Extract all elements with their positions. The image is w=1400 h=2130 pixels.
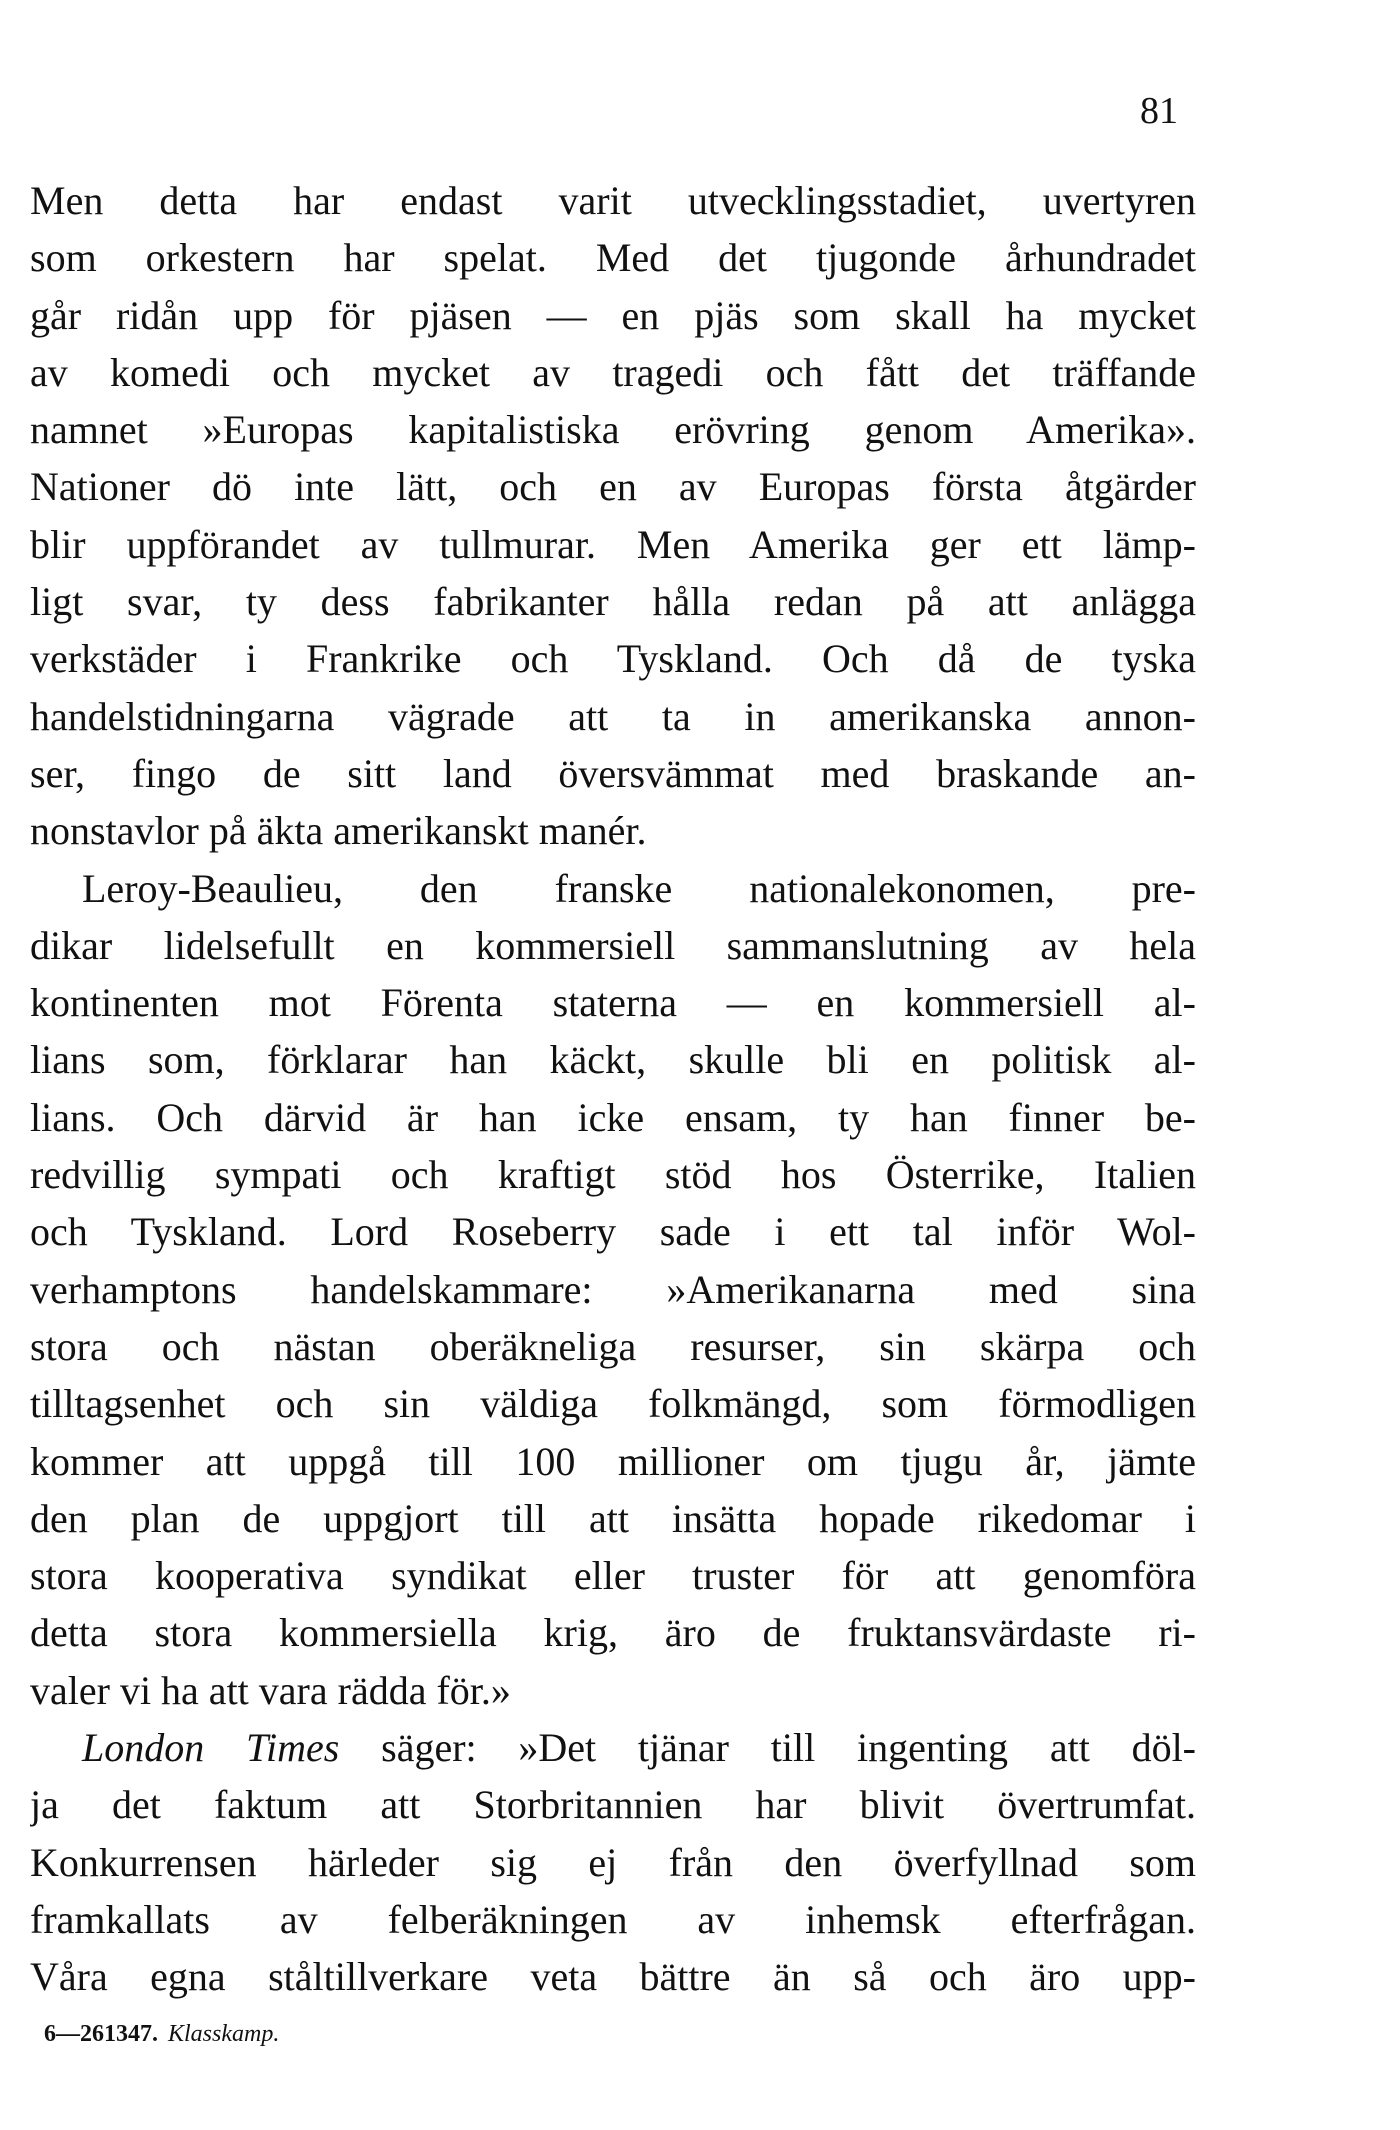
printer-signature: 6—261347.: [44, 2021, 158, 2047]
text-line: den plan de uppgjort till att insätta hopade rikedomar i: [30, 1495, 1196, 1541]
page-number: 81: [1140, 90, 1178, 132]
text-line: går ridån upp för pjäsen — en pjäs som skall ha mycket: [30, 292, 1196, 338]
paragraph-2: [30, 860, 1196, 1719]
text-line: och Tyskland. Lord Roseberry sade i ett tal inför Wol-: [30, 1209, 1196, 1255]
text-line: Men detta har endast varit utvecklingsstadiet, uvertyren: [30, 178, 1196, 223]
text-line: ja det faktum att Storbritannien har blivit övertrumfat.: [30, 1782, 1196, 1828]
text-line: stora kooperativa syndikat eller truster för att genomföra: [30, 1553, 1196, 1599]
text-line: som orkestern har spelat. Med det tjugonde århundradet: [30, 235, 1196, 281]
text-line: lians som, förklarar han käckt, skulle bli en politisk al-: [30, 1037, 1196, 1083]
text-line: Våra egna ståltillverkare veta bättre än så och äro upp-: [30, 1954, 1196, 2000]
text-line: Leroy-Beaulieu, den franske nationalekonomen, pre-: [82, 865, 1196, 911]
text-line: Nationer dö inte lätt, och en av Europas första åtgärder: [30, 464, 1196, 510]
paragraph-1: [30, 172, 1196, 860]
text-line: [30, 1719, 1196, 1776]
text-line: kommer att uppgå till 100 millioner om tjugu år, jämte: [30, 1438, 1196, 1484]
text-line: stora och nästan oberäkneliga resurser, sin skärpa och: [30, 1323, 1196, 1369]
text-line: framkallats av felberäkningen av inhemsk efterfrågan.: [30, 1896, 1196, 1942]
text-line: Konkurrensen härleder sig ej från den överfyllnad som: [30, 1839, 1196, 1885]
text-line: nonstavlor på äkta amerikanskt manér.: [30, 808, 647, 854]
book-title: Klasskamp.: [168, 2021, 280, 2047]
body-text: [30, 172, 1196, 2006]
text-line: redvillig sympati och kraftigt stöd hos Österrike, Italien: [30, 1152, 1196, 1198]
text-line: blir uppförandet av tullmurar. Men Amerika ger ett lämp-: [30, 521, 1196, 567]
page-footer: [44, 2022, 279, 2046]
text-line: detta stora kommersiella krig, äro de fruktansvärdaste ri-: [30, 1610, 1196, 1656]
text-line: verkstäder i Frankrike och Tyskland. Och då de tyska: [30, 636, 1196, 682]
text-line: handelstidningarna vägrade att ta in amerikanska annon-: [30, 693, 1196, 739]
text-line: ser, fingo de sitt land översvämmat med braskande an-: [30, 750, 1196, 796]
text-line: lians. Och därvid är han icke ensam, ty han finner be-: [30, 1094, 1196, 1140]
text-line: av komedi och mycket av tragedi och fått det träffande: [30, 349, 1196, 395]
text-line-rest: säger: »Det tjänar till ingenting att döl-: [339, 1725, 1196, 1771]
newspaper-title: London Times: [82, 1725, 340, 1771]
paragraph-3: [30, 1719, 1196, 2005]
text-line: namnet »Europas kapitalistiska erövring genom Amerika».: [30, 407, 1196, 453]
text-line: dikar lidelsefullt en kommersiell sammanslutning av hela: [30, 922, 1196, 968]
text-line: valer vi ha att vara rädda för.»: [30, 1667, 511, 1713]
text-line: kontinenten mot Förenta staterna — en kommersiell al-: [30, 980, 1196, 1026]
text-line: tilltagsenhet och sin väldiga folkmängd, som förmodligen: [30, 1381, 1196, 1427]
text-line: verhamptons handelskammare: »Amerikanarna med sina: [30, 1266, 1196, 1312]
text-line: ligt svar, ty dess fabrikanter hålla redan på att anlägga: [30, 579, 1196, 625]
